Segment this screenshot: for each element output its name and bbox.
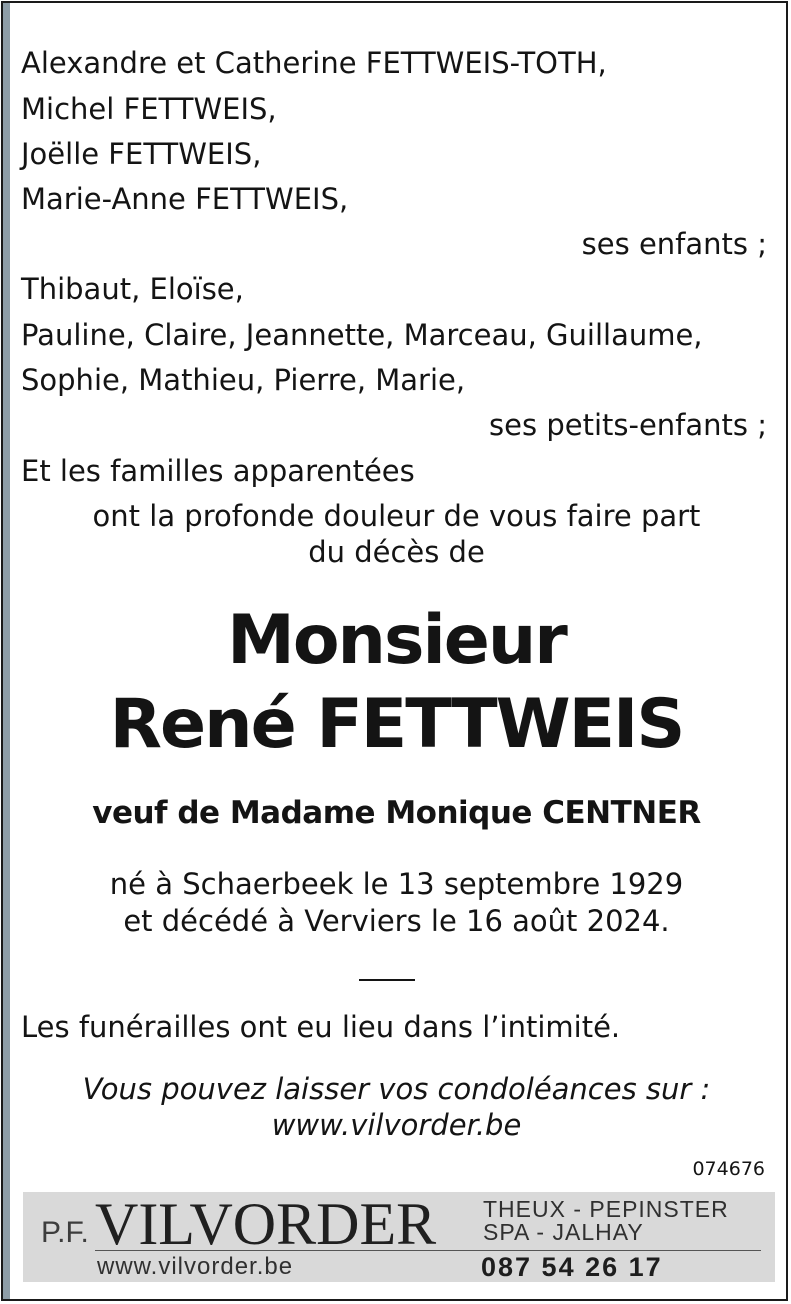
announcement-line: ont la profonde douleur de vous faire part <box>92 499 701 533</box>
birth-line: né à Schaerbeek le 13 septembre 1929 <box>109 867 684 901</box>
deceased-title: Monsieur <box>227 601 566 680</box>
deceased-name: René FETTWEIS <box>109 685 684 764</box>
grandchild-names: Thibaut, Eloïse, <box>21 272 244 306</box>
banner-divider <box>95 1250 761 1251</box>
funeral-home-banner <box>23 1192 775 1282</box>
funeral-home-logo: VILVORDER <box>95 1191 437 1257</box>
grandchild-names: Sophie, Mathieu, Pierre, Marie, <box>21 363 466 397</box>
condolences-text: Vous pouvez laisser vos condoléances sur : <box>82 1072 711 1106</box>
separator-rule <box>359 979 415 981</box>
reference-number: 074676 <box>692 1158 765 1180</box>
child-name: Marie-Anne FETTWEIS, <box>21 182 349 216</box>
funeral-note: Les funérailles ont eu lieu dans l’intimité. <box>21 1010 621 1044</box>
child-name: Joëlle FETTWEIS, <box>21 137 262 171</box>
grandchildren-role: ses petits-enfants ; <box>489 408 767 442</box>
child-name: Michel FETTWEIS, <box>21 92 277 126</box>
death-line: et décédé à Verviers le 16 août 2024. <box>123 904 670 938</box>
funeral-home-prefix: P.F. <box>41 1216 89 1249</box>
funeral-home-website[interactable]: www.vilvorder.be <box>97 1253 294 1280</box>
funeral-home-towns: THEUX - PEPINSTER <box>483 1196 729 1222</box>
announcement-line: du décès de <box>308 535 485 569</box>
funeral-home-phone[interactable]: 087 54 26 17 <box>481 1252 663 1282</box>
funeral-home-towns: SPA - JALHAY <box>483 1219 644 1245</box>
grandchild-names: Pauline, Claire, Jeannette, Marceau, Guillaume, <box>21 318 703 352</box>
families-line: Et les familles apparentées <box>21 454 415 488</box>
condolences-link[interactable]: www.vilvorder.be <box>271 1108 522 1142</box>
obituary-notice <box>1 1 788 1301</box>
children-role: ses enfants ; <box>581 227 767 261</box>
widower-line: veuf de Madame Monique CENTNER <box>92 795 701 831</box>
child-name: Alexandre et Catherine FETTWEIS-TOTH, <box>21 46 607 80</box>
